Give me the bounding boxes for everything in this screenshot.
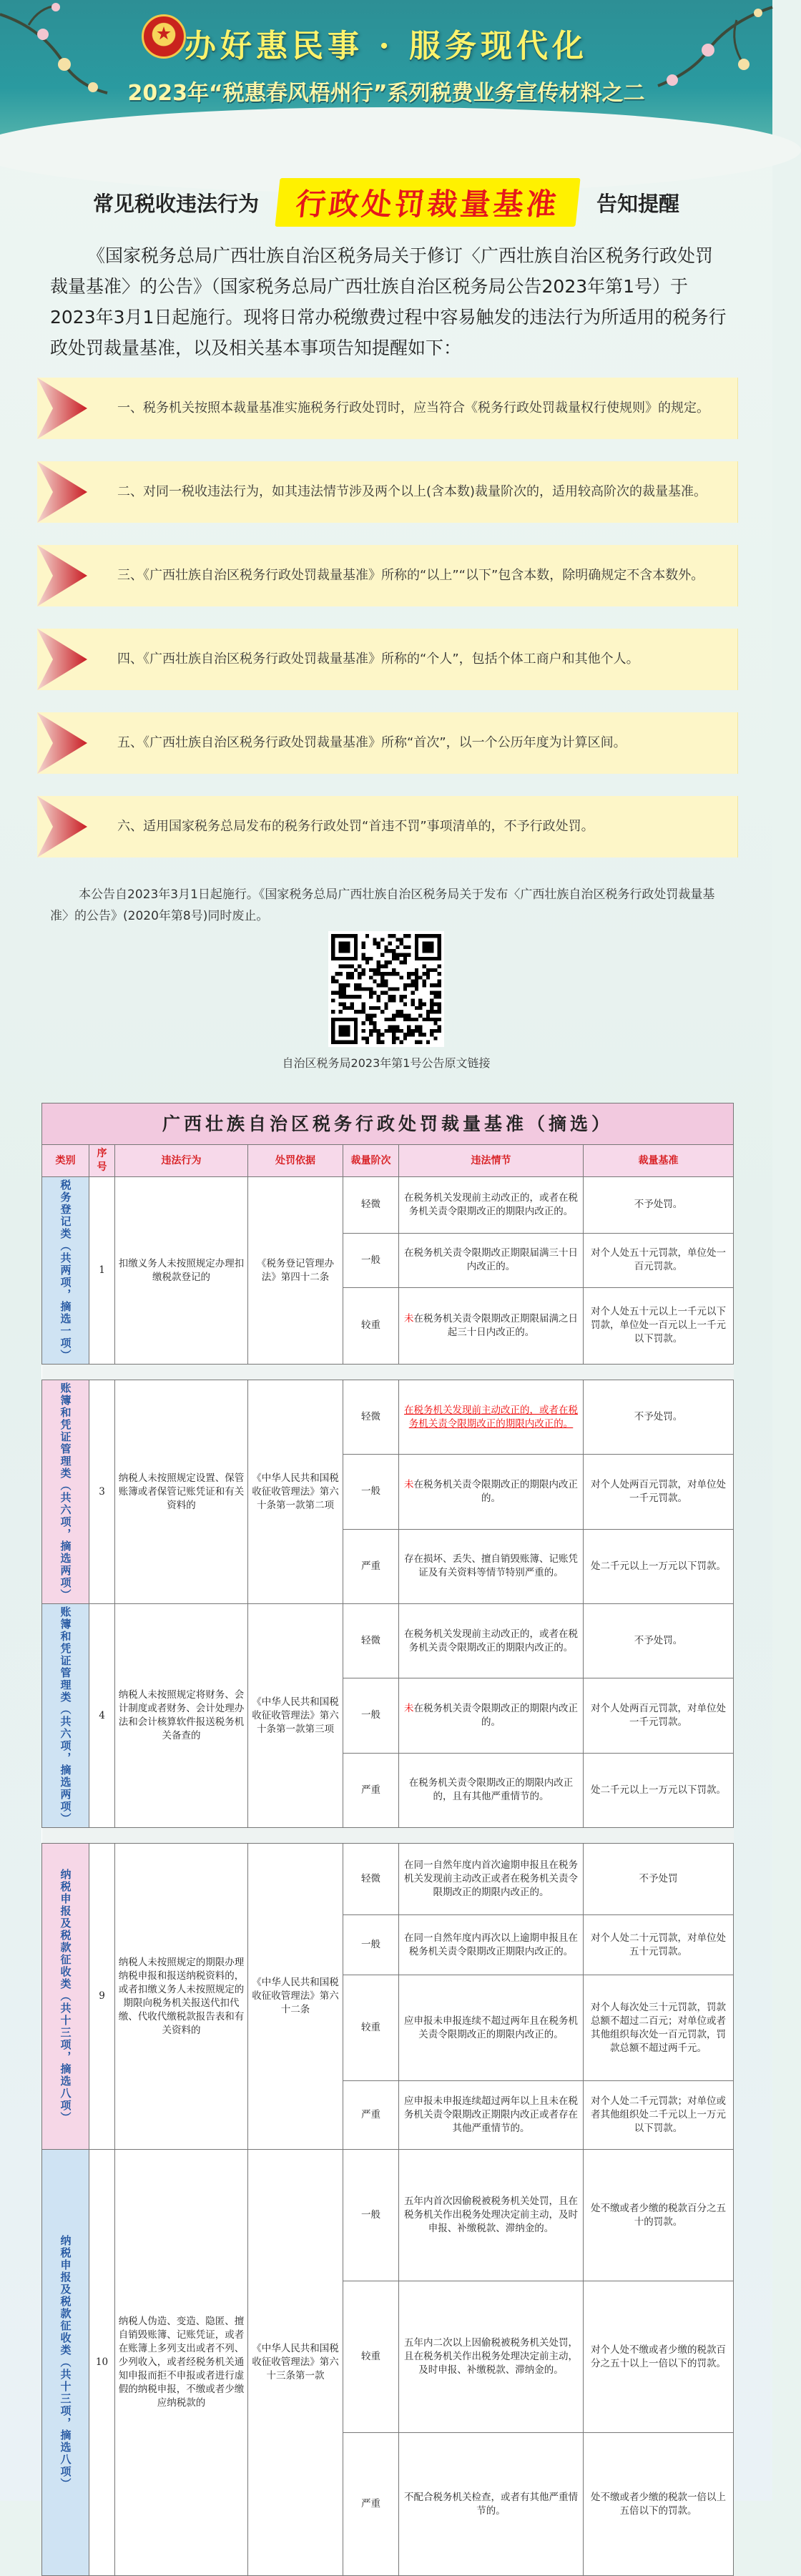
notice-title-post: 告知提醒 <box>596 191 680 216</box>
notice-items <box>37 378 738 880</box>
table-header-cell: 违法行为 <box>115 1145 248 1177</box>
number-cell: 9 <box>89 1844 115 2150</box>
circumstance-cell: 五年内二次以上因偷税被税务机关处罚，且在税务机关作出税务处理决定前主动，及时申报、补缴税款、滞纳金的。 <box>399 2281 584 2433</box>
header-subtitle: 2023年“税惠春风梧州行”系列税费业务宣传材料之二 <box>127 81 645 106</box>
notice-title-pre: 常见税收违法行为 <box>92 191 259 216</box>
arrow-icon <box>37 461 105 523</box>
circumstance-cell: 五年内首次因偷税被税务机关处罚，且在税务机关作出税务处理决定前主动，及时申报、补缴税款、滞纳金的。 <box>399 2150 584 2281</box>
circumstance-cell: 在税务机关发现前主动改正的，或者在税务机关责令限期改正的期限内改正的。 <box>399 1177 584 1234</box>
qr-code[interactable] <box>328 931 444 1047</box>
level-cell: 轻微 <box>343 1177 399 1234</box>
circumstance-cell: 未在税务机关责令限期改正期限届满之日起三十日内改正的。 <box>399 1287 584 1364</box>
table-header-cell: 处罚依据 <box>248 1145 343 1177</box>
arrow-icon <box>37 545 105 606</box>
table-gap <box>42 1828 734 1844</box>
standard-cell: 不予处罚。 <box>584 1380 734 1455</box>
notice-footnote: 本公告自2023年3月1日起施行。《国家税务总局广西壮族自治区税务局关于发布〈广西壮族自治区税务行政处罚裁量基准〉的公告》(2020年第8号)同时废止。 <box>50 888 715 923</box>
category-cell: 纳税申报及税款征收类（共十三项，摘选八项） <box>42 1844 89 2150</box>
penalty-table <box>41 1103 733 2576</box>
level-cell: 较重 <box>343 2281 399 2433</box>
level-cell: 轻微 <box>343 1604 399 1678</box>
table-header-row <box>42 1145 734 1177</box>
notice-item <box>37 545 738 606</box>
circumstance-cell: 不配合税务机关检查，或者有其他严重情节的。 <box>399 2433 584 2576</box>
notice-intro: 《国家税务总局广西壮族自治区税务局关于修订〈广西壮族自治区税务行政处罚裁量基准〉的公告》（国家税务总局广西壮族自治区税务局公告2023年第1号）于2023年3月1日起施行。现将日常办税缴费过程中容易触发的违法行为所适用的税务行政处罚裁量基准，以及相关基本事项告知提醒如下： <box>50 245 727 358</box>
standard-cell: 对个人处两百元罚款，对单位处一千元罚款。 <box>584 1678 734 1753</box>
notice-title <box>0 177 772 227</box>
notice-title-highlight: 行政处罚裁量基准 <box>275 178 580 227</box>
table-header-cell: 类别 <box>42 1145 89 1177</box>
header-banner <box>0 0 772 147</box>
standard-cell: 对个人处五十元以上一千元以下罚款，单位处一百元以上一千元以下罚款。 <box>584 1287 734 1364</box>
table-header-cell: 裁量阶次 <box>343 1145 399 1177</box>
category-cell: 纳税申报及税款征收类（共十三项，摘选八项） <box>42 2150 89 2576</box>
behavior-cell: 纳税人伪造、变造、隐匿、擅自销毁账簿、记账凭证，或者在账簿上多列支出或者不列、少列收入，或者经税务机关通知申报而拒不申报或者进行虚假的纳税申报，不缴或者少缴应纳税款的 <box>115 2150 248 2576</box>
standard-cell: 不予处罚。 <box>584 1177 734 1234</box>
standard-cell: 对个人处二千元罚款；对单位或者其他组织处二千元以上一万元以下罚款。 <box>584 2081 734 2150</box>
notice-item-text: 三、《广西壮族自治区税务行政处罚裁量基准》所称的“以上”“以下”包含本数，除明确规定不含本数外。 <box>117 568 704 583</box>
basis-cell: 《税务登记管理办法》第四十二条 <box>248 1177 343 1365</box>
table-row <box>42 2150 734 2281</box>
circumstance-cell: 应申报未申报连续超过两年以上且未在税务机关责令限期改正期限内改正或者存在其他严重情节的。 <box>399 2081 584 2150</box>
circumstance-cell: 在税务机关责令限期改正的期限内改正的，且有其他严重情节的。 <box>399 1753 584 1827</box>
arrow-icon <box>37 796 105 857</box>
behavior-cell: 纳税人未按照规定的期限办理纳税申报和报送纳税资料的，或者扣缴义务人未按照规定的期限向税务机关报送代扣代缴、代收代缴税款报告表和有关资料的 <box>115 1844 248 2150</box>
qr-code-icon <box>331 934 441 1044</box>
notice-item <box>37 629 738 690</box>
basis-cell: 《中华人民共和国税收征收管理法》第六十二条 <box>248 1844 343 2150</box>
notice-item-text: 二、对同一税收违法行为，如其违法情节涉及两个以上(含本数)裁量阶次的，适用较高阶次的裁量基准。 <box>117 484 707 499</box>
table-header-cell: 裁量基准 <box>584 1145 734 1177</box>
table-header-cell: 序号 <box>89 1145 115 1177</box>
level-cell: 严重 <box>343 1753 399 1827</box>
standard-cell: 对个人处五十元罚款，单位处一百元罚款。 <box>584 1233 734 1287</box>
level-cell: 一般 <box>343 1915 399 1975</box>
standard-cell: 对个人每次处三十元罚款，罚款总额不超过二百元；对单位或者其他组织每次处一百元罚款，罚款总额不超过两千元。 <box>584 1975 734 2081</box>
behavior-cell: 扣缴义务人未按照规定办理扣缴税款登记的 <box>115 1177 248 1365</box>
level-cell: 严重 <box>343 1529 399 1603</box>
level-cell: 一般 <box>343 2150 399 2281</box>
standard-cell: 不予处罚。 <box>584 1604 734 1678</box>
basis-cell: 《中华人民共和国税收征收管理法》第六十条第一款第三项 <box>248 1604 343 1828</box>
notice-item-text: 六、适用国家税务总局发布的税务行政处罚“首违不罚”事项清单的，不予行政处罚。 <box>117 819 594 834</box>
notice-item <box>37 712 738 774</box>
category-cell: 账簿和凭证管理类（共六项，摘选两项） <box>42 1380 89 1604</box>
circumstance-cell: 应申报未申报连续不超过两年且在税务机关责令限期改正的期限内改正的。 <box>399 1975 584 2081</box>
category-cell: 账簿和凭证管理类（共六项，摘选两项） <box>42 1604 89 1828</box>
arrow-icon <box>37 629 105 690</box>
notice-item-text: 四、《广西壮族自治区税务行政处罚裁量基准》所称的“个人”，包括个体工商户和其他个人。 <box>117 652 639 667</box>
level-cell: 轻微 <box>343 1380 399 1455</box>
behavior-cell: 纳税人未按照规定将财务、会计制度或者财务、会计处理办法和会计核算软件报送税务机关备查的 <box>115 1604 248 1828</box>
notice-item <box>37 796 738 857</box>
level-cell: 严重 <box>343 2433 399 2576</box>
standard-cell: 处二千元以上一万元以下罚款。 <box>584 1753 734 1827</box>
circumstance-cell: 未在税务机关责令限期改正的期限内改正的。 <box>399 1678 584 1753</box>
level-cell: 较重 <box>343 1975 399 2081</box>
circumstance-cell: 存在损坏、丢失、擅自销毁账簿、记账凭证及有关资料等情节特别严重的。 <box>399 1529 584 1603</box>
notice-item <box>37 461 738 523</box>
standard-cell: 对个人处二十元罚款，对单位处五十元罚款。 <box>584 1915 734 1975</box>
basis-cell: 《中华人民共和国税收征收管理法》第六十条第一款第二项 <box>248 1380 343 1604</box>
circumstance-cell: 在同一自然年度内首次逾期申报且在税务机关发现前主动改正或者在税务机关责令限期改正的期限内改正的。 <box>399 1844 584 1915</box>
standard-cell: 对个人处不缴或者少缴的税款百分之五十以上一倍以下的罚款。 <box>584 2281 734 2433</box>
table-gap <box>42 1365 734 1380</box>
circumstance-cell: 在税务机关责令限期改正期限届满三十日内改正的。 <box>399 1233 584 1287</box>
circumstance-cell: 在税务机关发现前主动改正的，或者在税务机关责令限期改正的期限内改正的。 <box>399 1604 584 1678</box>
level-cell: 一般 <box>343 1455 399 1529</box>
basis-cell: 《中华人民共和国税收征收管理法》第六十三条第一款 <box>248 2150 343 2576</box>
qr-caption: 自治区税务局2023年第1号公告原文链接 <box>282 1056 491 1070</box>
circumstance-cell: 在税务机关发现前主动改正的，或者在税务机关责令限期改正的期限内改正的。 <box>399 1380 584 1455</box>
level-cell: 较重 <box>343 1287 399 1364</box>
table-row <box>42 1604 734 1678</box>
arrow-icon <box>37 378 105 439</box>
level-cell: 轻微 <box>343 1844 399 1915</box>
number-cell: 1 <box>89 1177 115 1365</box>
notice-item-text: 一、税务机关按照本裁量基准实施税务行政处罚时，应当符合《税务行政处罚裁量权行使规则》的规定。 <box>117 400 709 416</box>
behavior-cell: 纳税人未按照规定设置、保管账簿或者保管记账凭证和有关资料的 <box>115 1380 248 1604</box>
number-cell: 4 <box>89 1604 115 1828</box>
table-row <box>42 1380 734 1455</box>
notice-item <box>37 378 738 439</box>
table-header-cell: 违法情节 <box>399 1145 584 1177</box>
number-cell: 10 <box>89 2150 115 2576</box>
level-cell: 严重 <box>343 2081 399 2150</box>
standard-cell: 对个人处两百元罚款，对单位处一千元罚款。 <box>584 1455 734 1529</box>
table-row <box>42 1177 734 1234</box>
notice-item-text: 五、《广西壮族自治区税务行政处罚裁量基准》所称“首次”，以一个公历年度为计算区间。 <box>117 735 626 750</box>
header-slogan: 办好惠民事 · 服务现代化 <box>185 28 588 64</box>
standard-cell: 处不缴或者少缴的税款一倍以上五倍以下的罚款。 <box>584 2433 734 2576</box>
arrow-icon <box>37 712 105 774</box>
table-caption: 广西壮族自治区税务行政处罚裁量基准（摘选） <box>42 1103 734 1145</box>
circumstance-cell: 在同一自然年度内再次以上逾期申报且在税务机关责令限期改正期限内改正的。 <box>399 1915 584 1975</box>
level-cell: 一般 <box>343 1233 399 1287</box>
standard-cell: 处二千元以上一万元以下罚款。 <box>584 1529 734 1603</box>
level-cell: 一般 <box>343 1678 399 1753</box>
standard-cell: 处不缴或者少缴的税款百分之五十的罚款。 <box>584 2150 734 2281</box>
standard-cell: 不予处罚 <box>584 1844 734 1915</box>
number-cell: 3 <box>89 1380 115 1604</box>
circumstance-cell: 未在税务机关责令限期改正的期限内改正的。 <box>399 1455 584 1529</box>
table-row <box>42 1844 734 1915</box>
category-cell: 税务登记类（共两项，摘选一项） <box>42 1177 89 1365</box>
